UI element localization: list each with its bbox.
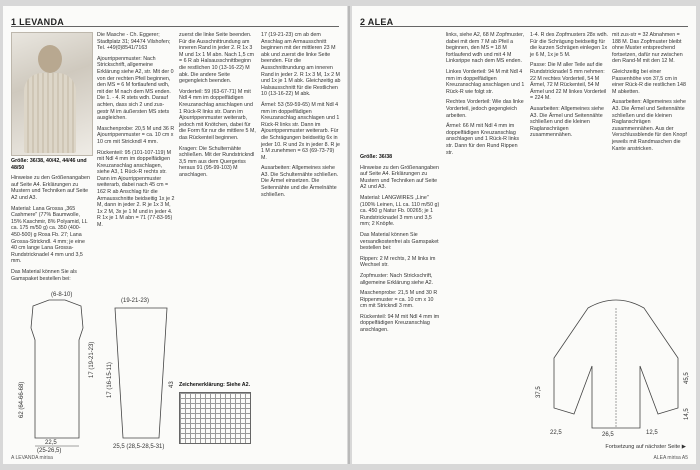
left-col4-p1: 17 (19-21-23) cm ab dem Anschlag am Armausschnitt beginnen mit der mittleren 23 M abk und zuerst die linke Seite beenden. Für die Ausschnittrundung am inneren Rand in jeder 2. R 1x 3 M, 1x 2 M und 1x je 1 M abk. Gleichzeitig ab Halsausschnitt für die Restlichen 10 (13-16-22) M abk.: [261, 32, 341, 98]
model-photo: [11, 32, 93, 156]
right-column-4: [612, 32, 690, 162]
left-column-3: [179, 32, 257, 284]
left-footer: A LEVANDA mirisa: [11, 455, 53, 461]
left-header: [11, 12, 339, 27]
right-col1-p5: Zopfmuster: Nach Strickschrift, allgemeine Erklärung siehe A2.: [360, 272, 434, 286]
right-col3-p1: 1-4. R des Zopfmusters 28x wdh. Für die Schrägung beidseitig für die kurzen Schrägen einlegen 1x je 6 M, 1x je 5 M.: [530, 32, 609, 58]
sleeve-top-label: (19-21-23): [121, 298, 150, 304]
left-col1-p3: Das Material können Sie als Gamspaket bestellen bei:: [11, 268, 77, 282]
right-height-total: 37,5: [536, 386, 542, 398]
right-column-1: [360, 154, 440, 454]
right-col1-p4: Rippen: 2 M rechts, 2 M links im Wechsel str.: [360, 255, 436, 269]
right-cardigan-schematic: [528, 288, 692, 438]
left-header-title: 1 LEVANDA: [11, 17, 65, 27]
right-col1-p2: Material: LANGWIRES „Line" (100% Leinen, LL ca. 110 m/50 g) ca. 450 g Natur Fb. 00265; je 1 Rundstricknadel 3 mm und 3,5 mm; 2 Knöpfe.: [360, 194, 440, 228]
continued-note: Fortsetzung auf nächster Seite ▶: [605, 444, 686, 450]
right-col4-p3: Ausarbeiten: Allgemeines siehe A3. Die Ärmel und Seitennähte schließen und die kleinen Raglanschrägen zusammennähen. Aus der Verschlussblende für den Knopf jeweils mit Randmaschen die Kante anstricken.: [612, 99, 687, 152]
left-column-1: [11, 158, 91, 282]
right-col1-p1: Hinweise zu den Größenangaben auf Seite A4. Erklärungen zu Mustern und Techniken auf Seite A2 und A3.: [360, 164, 439, 191]
right-footer: ALEA mirisa A5: [653, 455, 688, 461]
left-size-caption: Größe: 36/38, 40/42, 44/46 und 48/50: [11, 158, 87, 171]
left-column-4: [261, 32, 341, 284]
right-col2-p4: Ärmel: 66 M mit Ndl 4 mm im doppelfädigen Kreuzanschlag anschlagen und 1 Rück-R links str. Dann für den Rund Rippen str.: [446, 123, 520, 156]
left-col2-p2: Ajourrippenmuster: Nach Strickschrift, allgemeine Erklärung siehe A2, str. Mit der 0 von der rechten Pfeil beginnen, den MS = 6 M fortlaufend wdh, mit der M nach dem MS enden. Die 1. - 4. R stets wdh. Darauf achten, dass sich 2 und zus-gestr M im äußersten MS stets ausgleichen.: [97, 55, 174, 122]
right-col3-p2: Passe: Die M aller Teile auf die Rundstricknadel 5 mm nehmen: 22 M rechtes Vorderteil, 54 M Ärmel, 72 M Rückenteil, 54 M Ärmel und 22 M linkes Vorderteil = 224 M.: [530, 62, 607, 102]
armhole-label: 17 (19-21-23): [89, 341, 95, 378]
right-sleeve-a: 45,5: [684, 372, 690, 384]
body-width-label: 22,5: [45, 440, 57, 446]
right-col3-p3: Ausarbeiten: Allgemeines siehe A3. Die Ärmel und Seitennähte schließen und die kleinen Raglanschrägen zusammennähen.: [530, 105, 604, 139]
right-header-title: 2 ALEA: [360, 17, 394, 27]
right-width-c: 12,5: [646, 430, 658, 436]
left-column-2: [97, 32, 175, 290]
chart-legend: [179, 382, 269, 390]
sleeve-outline: [115, 308, 167, 438]
right-col4-p1: mit zus-str = 32 Abnahmen = 188 M. Das Zopfmuster bleibt ohne Muster entsprechend fortsetzen, dafür nur zwischen den Rand-M mit den 12 M.: [612, 32, 683, 65]
right-col1-p7: Rückenteil: 94 M mit Ndl 4 mm im doppelfädigen Kreuzanschlag anschlagen.: [360, 313, 440, 334]
model-head: [38, 45, 62, 73]
left-col2-p1: Die Masche - Ch. Eggerer; Stadtplatz 31; 94474 Vilshofen; Tel. +49(0)8541/7163: [97, 32, 171, 52]
chart-legend-text: Zeichenerklärung: Siehe A2.: [179, 382, 251, 388]
right-col2-p3: Rechtes Vorderteil: Wie das linke Vorderteil, jedoch gegengleich arbeiten.: [446, 99, 524, 119]
page-spine: [348, 6, 350, 464]
left-body-schematic: [11, 288, 103, 454]
right-col1-p3: Das Material können Sie versandkostenfrei als Gamspaket bestellen bei:: [360, 231, 439, 252]
body-outline: [31, 300, 83, 438]
right-col2-p2: Linkes Vorderteil: 94 M mit Ndl 4 mm im doppelfädigen Kreuzanschlag anschlagen und 1 Rück-R wie folgt str.: [446, 68, 525, 95]
left-col3-p3: Kragen: Die Schulternähte schließen. Mit der Rundstrickndl 3,5 mm aus dem Quergeriss heraus 91 (95-99-103) M anschlagen.: [179, 145, 255, 178]
sleeve-bottom-label: 25,5 (28,5-28,5-31): [113, 444, 165, 450]
neck-label: 17 (16-15-11): [107, 362, 113, 398]
left-page: [3, 6, 347, 464]
right-width-a: 22,5: [550, 430, 562, 436]
right-column-2: [446, 32, 526, 454]
right-col1-p6: Maschenprobe: 21,5 M und 30 R Rippenmuster = ca. 10 cm x 10 cm mit Strickndl 3 mm.: [360, 290, 438, 310]
left-col4-p3: Ausarbeiten: Allgemeines siehe A3. Die Schulternähte schließen. Die Ärmel einsetzen. Die Seitennähte und die Ärmelnähte schließen.: [261, 165, 339, 198]
right-width-b: 26,5: [602, 432, 614, 438]
left-col2-p3: Maschenprobe: 20,5 M und 36 R Ajourrippenmuster = ca. 10 cm x 10 cm mit Strickndl 4 mm.: [97, 125, 175, 145]
right-size-caption: Größe: 36/38: [360, 154, 393, 160]
right-sleeve-b: 14,5: [684, 408, 690, 420]
left-col4-p2: Ärmel: 53 (59-59-65) M mit Ndl 4 mm im doppelfädigen Kreuzanschlag anschlagen und 1 Rück-R links str. Dann im Ajourrippenmuster weiterarb. Für die Schrägungen beidseitig 6x in jeder 10. R und 2x in jeder 8. R je 1 M zunehmen = 63 (69-73-79) M.: [261, 101, 340, 161]
left-col1-p2: Material: Lana Grossa „365 Cashmere" (77% Baumwolle, 15% Kaschmir, 8% Polyamid, LL ca. 175 m/50 g) ca. 350 (400-450-500) g Rosa Fb. 27; Lana Grossa-Strickndl. 4 mm; je eine 40 cm lange Lana Grossa-Rundstricknadel 4 mm und 3,5 mm.: [11, 205, 88, 265]
left-col2-p4: Rückenteil: 95 (101-107-119) M mit Ndl 4 mm im doppelfädigen Kreuzanschlag anschlagen, siehe A3, 1 Rück-R rechts str. Dann im Ajourrippenmuster weiterarb, dabei nach 45 cm = 162 R ab Anschlag für die Armausschnitte beidseitig 1x je 2 M, dann in jeder 2. R je 1x 3 M, 1x 2 M, 3x je 1 M und in jeder 4. R 1x je 1 M abn = 71 (77-83-95) M.: [97, 149, 175, 229]
right-column-3: [530, 32, 608, 284]
stitch-chart: [179, 392, 251, 444]
left-col3-p2: Vorderteil: 59 (63-67-71) M mit Ndl 4 mm im doppelfädigen Kreuzanschlag anschlagen und 1 Rück-R links str. Dann im Ajourrippenmuster weiterarb, jedoch mit Knötchen, dabei für die Form für nur die mittlere 5 M, das Rückenteil beginnen.: [179, 88, 256, 141]
left-sleeve-schematic: [107, 288, 177, 454]
right-page: [352, 6, 696, 464]
right-col4-p2: Gleichzeitig bei einer Passenhöhe von 37,5 cm in einer Rück-R die restlichen 148 M abketten.: [612, 68, 686, 95]
left-col1-p1: Hinweise zu den Größenangaben auf Seite A4. Erklärungen zu Mustern und Techniken auf Seite A2 und A3.: [11, 175, 90, 201]
model-sweater: [24, 73, 76, 153]
sleeve-length-label: 43: [169, 381, 175, 388]
left-col3-p1: zuerst die linke Seite beenden. Für die Ausschnittrundung am inneren Rand in jeder 2. R 1x 3 M und 1x 1 M abn. Nach 1,5 cm = 6 R ab Halsausschnittbeginn die restlichen 10 (13-16-22) M abk. Die andere Seite gegengleich beenden.: [179, 32, 255, 85]
body-width-sub: (25-26,5): [37, 448, 62, 454]
shoulder-label: (6-8-10): [51, 292, 73, 298]
right-header: [360, 12, 688, 27]
right-col2-p1: links, siehe A2, 68 M Zopfmuster, dabei mit dem 7 M ab Pfeil a beginnen, den MS = 18 M fortlaufend wdh und mit 4 M Linksrippe nach dem MS enden.: [446, 32, 525, 65]
total-height-label: 62 (64-66-68): [19, 381, 25, 418]
